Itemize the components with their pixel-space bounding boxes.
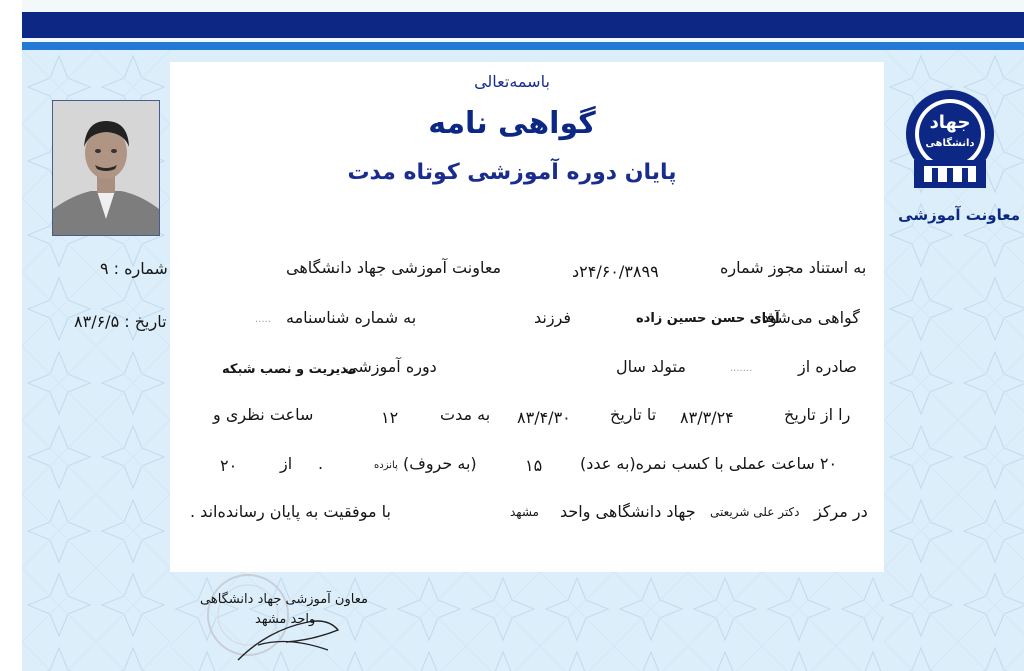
line4-duration-label: به مدت [440,405,491,424]
line4-to-date: ۸۳/۴/۳۰ [517,408,571,427]
line1-permit-number: ۲۴/۶۰/۳۸۹۹د [572,262,659,281]
line5-score-number: ۱۵ [525,456,543,475]
line6-success: با موفقیت به پایان رسانده‌اند . [190,502,391,521]
line4-from-date: ۸۳/۳/۲۴ [680,408,734,427]
line4-duration: ۱۲ [381,408,399,427]
line3-course-label: دوره آموزشی [345,357,437,376]
certificate-title: گواهی نامه [428,106,596,141]
signature-unit: واحد مشهد [255,612,316,627]
line3-issued-from: صادره از [798,357,857,376]
line3-dots: ....... [730,363,753,374]
line4-to-date-label: تا تاریخ [610,405,657,424]
line6-city: مشهد [510,505,539,519]
portrait-photo [52,100,160,236]
line6-unit-label: جهاد دانشگاهی واحد [560,502,696,521]
line5-practical-score: ۲۰ ساعت عملی با کسب نمره(به عدد) [580,454,838,473]
line2-recipient-name: آقای حسن حسین زاده [636,311,780,326]
line5-score-words: پانزده [374,460,398,471]
line5-of-label: از [280,454,293,473]
jahad-daneshgahi-logo [902,82,998,194]
signature-title: معاون آموزشی جهاد دانشگاهی [200,592,368,607]
certificate-number: شماره : ۹ [100,259,168,278]
page-margin [0,0,22,671]
line3-course-name: مدیریت و نصب شبکه [222,362,356,377]
line4-from-date-label: را از تاریخ [784,405,851,424]
line5-in-words-label: (به حروف) [403,454,477,473]
logo-word-daneshgahi: دانشگاهی [925,138,975,149]
line1-based-on: به استناد مجوز شماره [720,258,867,277]
certificate-subtitle: پایان دوره آموزشی کوتاه مدت [347,160,677,185]
line5-dot: . [318,454,324,473]
line1-issuer: معاونت آموزشی جهاد دانشگاهی [286,258,502,277]
top-border-light [22,42,1024,50]
bismillah-heading: باسمه‌تعالی [474,72,550,91]
line2-id-number: به شماره شناسنامه [286,308,417,327]
line4-theory-label: ساعت نظری و [213,405,314,424]
line6-center-label: در مرکز [814,502,868,521]
certificate-date: تاریخ : ۸۳/۶/۵ [74,312,167,331]
line2-child-of: فرزند [534,308,572,327]
line2-dots: ..... [255,314,271,325]
logo-word-jahad: جهاد [929,112,971,133]
line6-center-name: دکتر علی شریعتی [710,505,800,519]
logo-caption: معاونت آموزشی [898,206,1020,224]
line3-born-year: متولد سال [616,357,686,376]
line5-total: ۲۰ [220,456,238,475]
line2-certify: گواهی می‌شود [762,308,860,327]
background-pattern-top [170,50,884,62]
top-border-dark [22,12,1024,38]
